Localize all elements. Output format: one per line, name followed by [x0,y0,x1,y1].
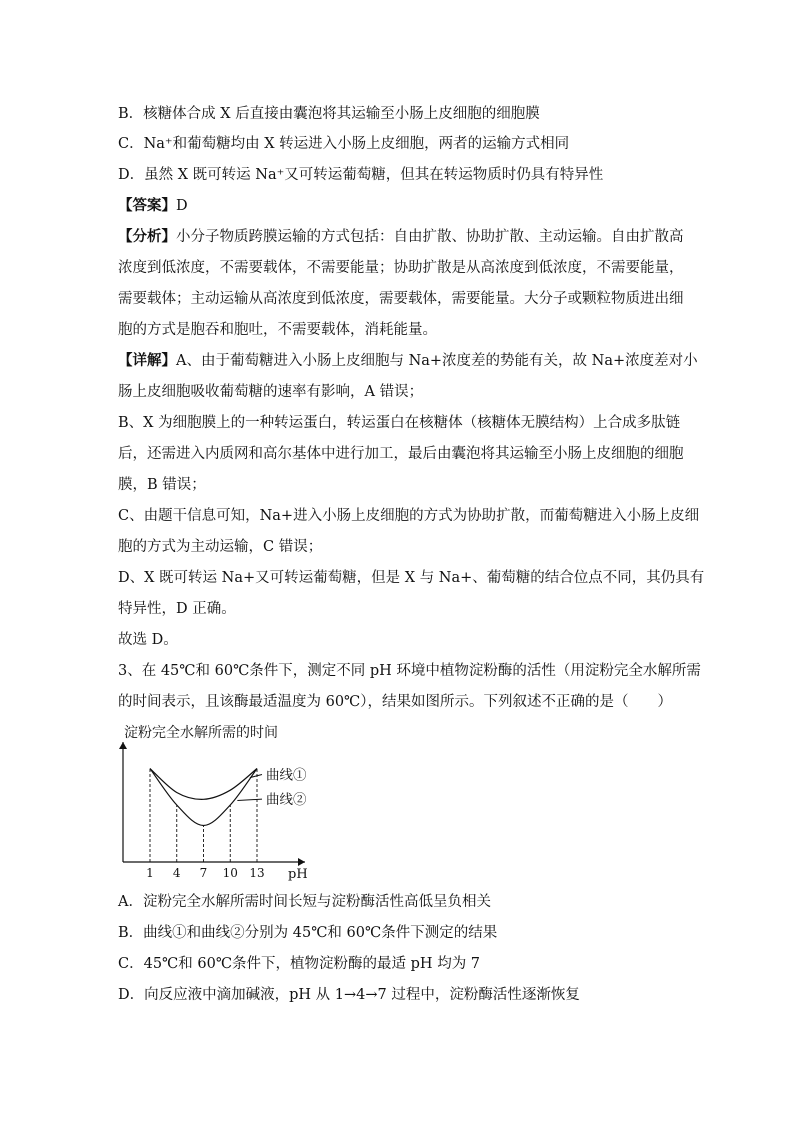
detail-tag: 【详解】 [118,352,176,369]
detail-text-1: A、由于葡萄糖进入小肠上皮细胞与 Na+浓度差的势能有关，故 Na+浓度差对小 [176,353,698,369]
detail-line-6: C、由题干信息可知，Na+进入小肠上皮细胞的方式为协助扩散，而葡萄糖进入小肠上皮细 [118,508,700,524]
x-tick-label-7: 7 [199,866,208,880]
curve-2 [150,769,257,826]
answer-line [118,196,718,216]
y-axis-arrow-icon [119,742,127,749]
analysis-line-1 [118,227,718,247]
detail-line-10: 故选 D。 [118,632,178,648]
question3-line-2: 的时间表示，且该酶最适温度为 60℃），结果如图所示。下列叙述不正确的是（ ） [118,694,673,710]
x-tick-label-13: 13 [249,866,265,880]
option-a: A．淀粉完全水解所需时间长短与淀粉酶活性高低呈负相关 [118,894,491,910]
analysis-line-4: 胞的方式是胞吞和胞吐，不需要载体，消耗能量。 [118,322,437,338]
answer-value: D [176,198,188,214]
option-c: C．45℃和 60℃条件下，植物淀粉酶的最适 pH 均为 7 [118,956,481,972]
ph-time-chart [110,720,330,885]
answer-tag: 【答案】 [118,197,176,214]
detail-line-1 [118,351,718,371]
x-tick-label-4: 4 [172,866,181,880]
legend-leader-2 [237,799,262,800]
analysis-line-2: 浓度到低浓度，不需要载体，不需要能量；协助扩散是从高浓度到低浓度，不需要能量， [118,260,684,276]
detail-line-4: 后，还需进入内质网和高尔基体中进行加工，最后由囊泡将其运输至小肠上皮细胞的细胞 [118,446,684,462]
detail-line-3: B、X 为细胞膜上的一种转运蛋白，转运蛋白在核糖体（核糖体无膜结构）上合成多肽链 [118,415,681,431]
prev-option-b: B．核糖体合成 X 后直接由囊泡将其运输至小肠上皮细胞的细胞膜 [118,106,540,122]
prev-option-d: D．虽然 X 既可转运 Na⁺又可转运葡萄糖，但其在转运物质时仍具有特异性 [118,167,604,183]
option-b: B．曲线①和曲线②分别为 45℃和 60℃条件下测定的结果 [118,925,498,941]
detail-line-2: 肠上皮细胞吸收葡萄糖的速率有影响，A 错误； [118,384,424,400]
x-tick-label-10: 10 [222,866,238,880]
option-d: D．向反应液中滴加碱液，pH 从 1→4→7 过程中，淀粉酶活性逐渐恢复 [118,987,580,1003]
chart-ylabel: 淀粉完全水解所需的时间 [124,725,278,741]
chart-xlabel: pH [288,867,308,882]
x-tick-label-1: 1 [146,866,154,880]
analysis-text-1: 小分子物质跨膜运输的方式包括：自由扩散、协助扩散、主动运输。自由扩散高 [176,229,684,245]
legend-label-2: 曲线② [266,792,307,809]
x-axis-arrow-icon [298,858,305,866]
curve-1 [150,769,257,800]
detail-line-9: 特异性，D 正确。 [118,601,236,617]
analysis-tag: 【分析】 [118,228,176,245]
detail-line-5: 膜，B 错误； [118,477,206,493]
detail-line-7: 胞的方式为主动运输，C 错误； [118,539,323,555]
legend-label-1: 曲线① [266,767,307,784]
question3-line-1: 3、在 45℃和 60℃条件下，测定不同 pH 环境中植物淀粉酶的活性（用淀粉完全水解所需 [118,663,701,679]
analysis-line-3: 需要载体；主动运输从高浓度到低浓度，需要载体，需要能量。大分子或颗粒物质进出细 [118,291,684,307]
detail-line-8: D、X 既可转运 Na+又可转运葡萄糖，但是 X 与 Na+、葡萄糖的结合位点不同，其仍具有 [118,570,705,586]
prev-option-c: C．Na⁺和葡萄糖均由 X 转运进入小肠上皮细胞，两者的运输方式相同 [118,136,570,152]
